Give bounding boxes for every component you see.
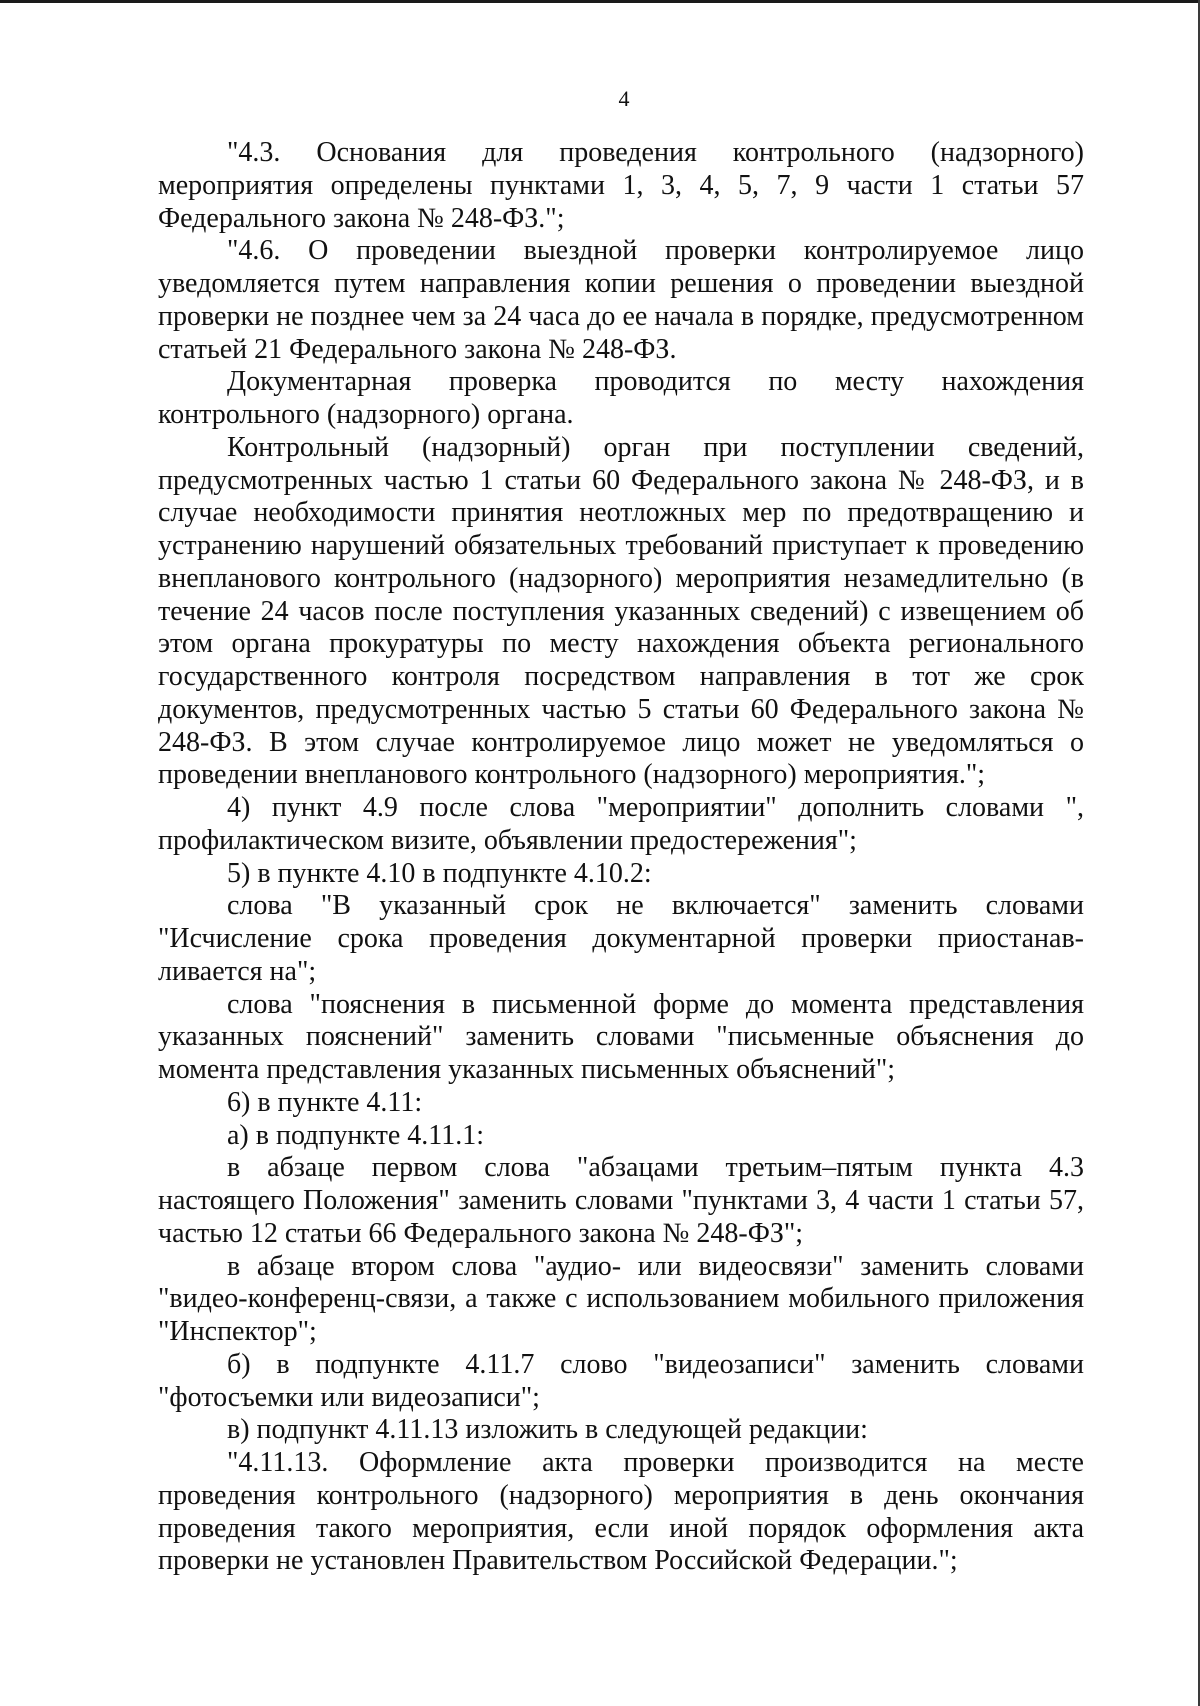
paragraph: Документарная проверка проводится по месту нахождения контрольного (надзорного) органа. <box>158 366 1084 430</box>
paragraph: 6) в пункте 4.11: <box>227 1086 423 1118</box>
document-body <box>158 137 1084 1578</box>
paragraph: в абзаце первом слова "абзацами третьим–пятым пункта 4.3 настоящего Положения" заменить словами "пунктами 3, 4 части 1 статьи 57, частью 12 статьи 66 Федерального закона № 248-ФЗ"; <box>158 1152 1084 1249</box>
paragraph: слова "пояснения в письменной форме до момента представления указанных пояснений" заменить словами "письменные объяснения до момента представления указанных письменных объяснений"; <box>158 988 1084 1085</box>
paragraph: в) подпункт 4.11.13 изложить в следующей редакции: <box>227 1414 868 1446</box>
paragraph: Контрольный (надзорный) орган при поступлении сведений, предусмотренных частью 1 статьи 60 Федерального закона № 248-ФЗ, и в случае необходимости принятия неотложных мер по предотвращению и устранению нарушений обязательных требований приступает к проведению внепланового контрольного (надзорного) мероприятия незамедлительно (в течение 24 часов после поступления указанных сведений) с извещением об этом органа прокуратуры по месту нахождения объекта регионального государственного контроля посредством направления в тот же срок документов, предусмотренных частью 5 статьи 60 Федерального закона № 248-ФЗ. В этом случае контролируемое лицо может не уведомляться о проведении внепланового контрольного (надзорного) мероприятия."; <box>158 431 1084 791</box>
paragraph: а) в подпункте 4.11.1: <box>227 1119 485 1151</box>
paragraph: б) в подпункте 4.11.7 слово "видеозаписи" заменить словами "фотосъемки или видеозаписи"; <box>158 1348 1084 1413</box>
paragraph: 4) пункт 4.9 после слова "мероприятии" дополнить словами ", профилактическом визите, объявлении предостережения"; <box>158 792 1084 856</box>
paragraph: "4.11.13. Оформление акта проверки производится на месте проведения контрольного (надзорного) мероприятия в день окончания проведения такого мероприятия, если иной порядок оформления акта проверки не установлен Правительством Российской Федерации."; <box>158 1447 1084 1577</box>
scan-edge-top <box>0 0 1200 3</box>
paragraph: слова "В указанный срок не включается" заменить словами "Исчисление срока проведения документарной проверки приостанавливается на"; <box>158 890 1084 987</box>
paragraph: 5) в пункте 4.10 в подпункте 4.10.2: <box>227 857 652 889</box>
page-number: 4 <box>618 86 630 111</box>
paragraph: в абзаце втором слова "аудио- или видеосвязи" заменить словами "видео-конференц-связи, а также с использованием мобильного приложения "Инспектор"; <box>158 1250 1084 1347</box>
paragraph: "4.6. О проведении выездной проверки контролируемое лицо уведомляется путем направления копии решения о проведении выездной проверки не позднее чем за 24 часа до ее начала в порядке, предусмотренном статьей 21 Федерального закона № 248-ФЗ. <box>158 235 1084 365</box>
paragraph: "4.3. Основания для проведения контрольного (надзорного) мероприятия определены пунктами 1, 3, 4, 5, 7, 9 части 1 статьи 57 Федерального закона № 248-ФЗ."; <box>158 137 1084 234</box>
